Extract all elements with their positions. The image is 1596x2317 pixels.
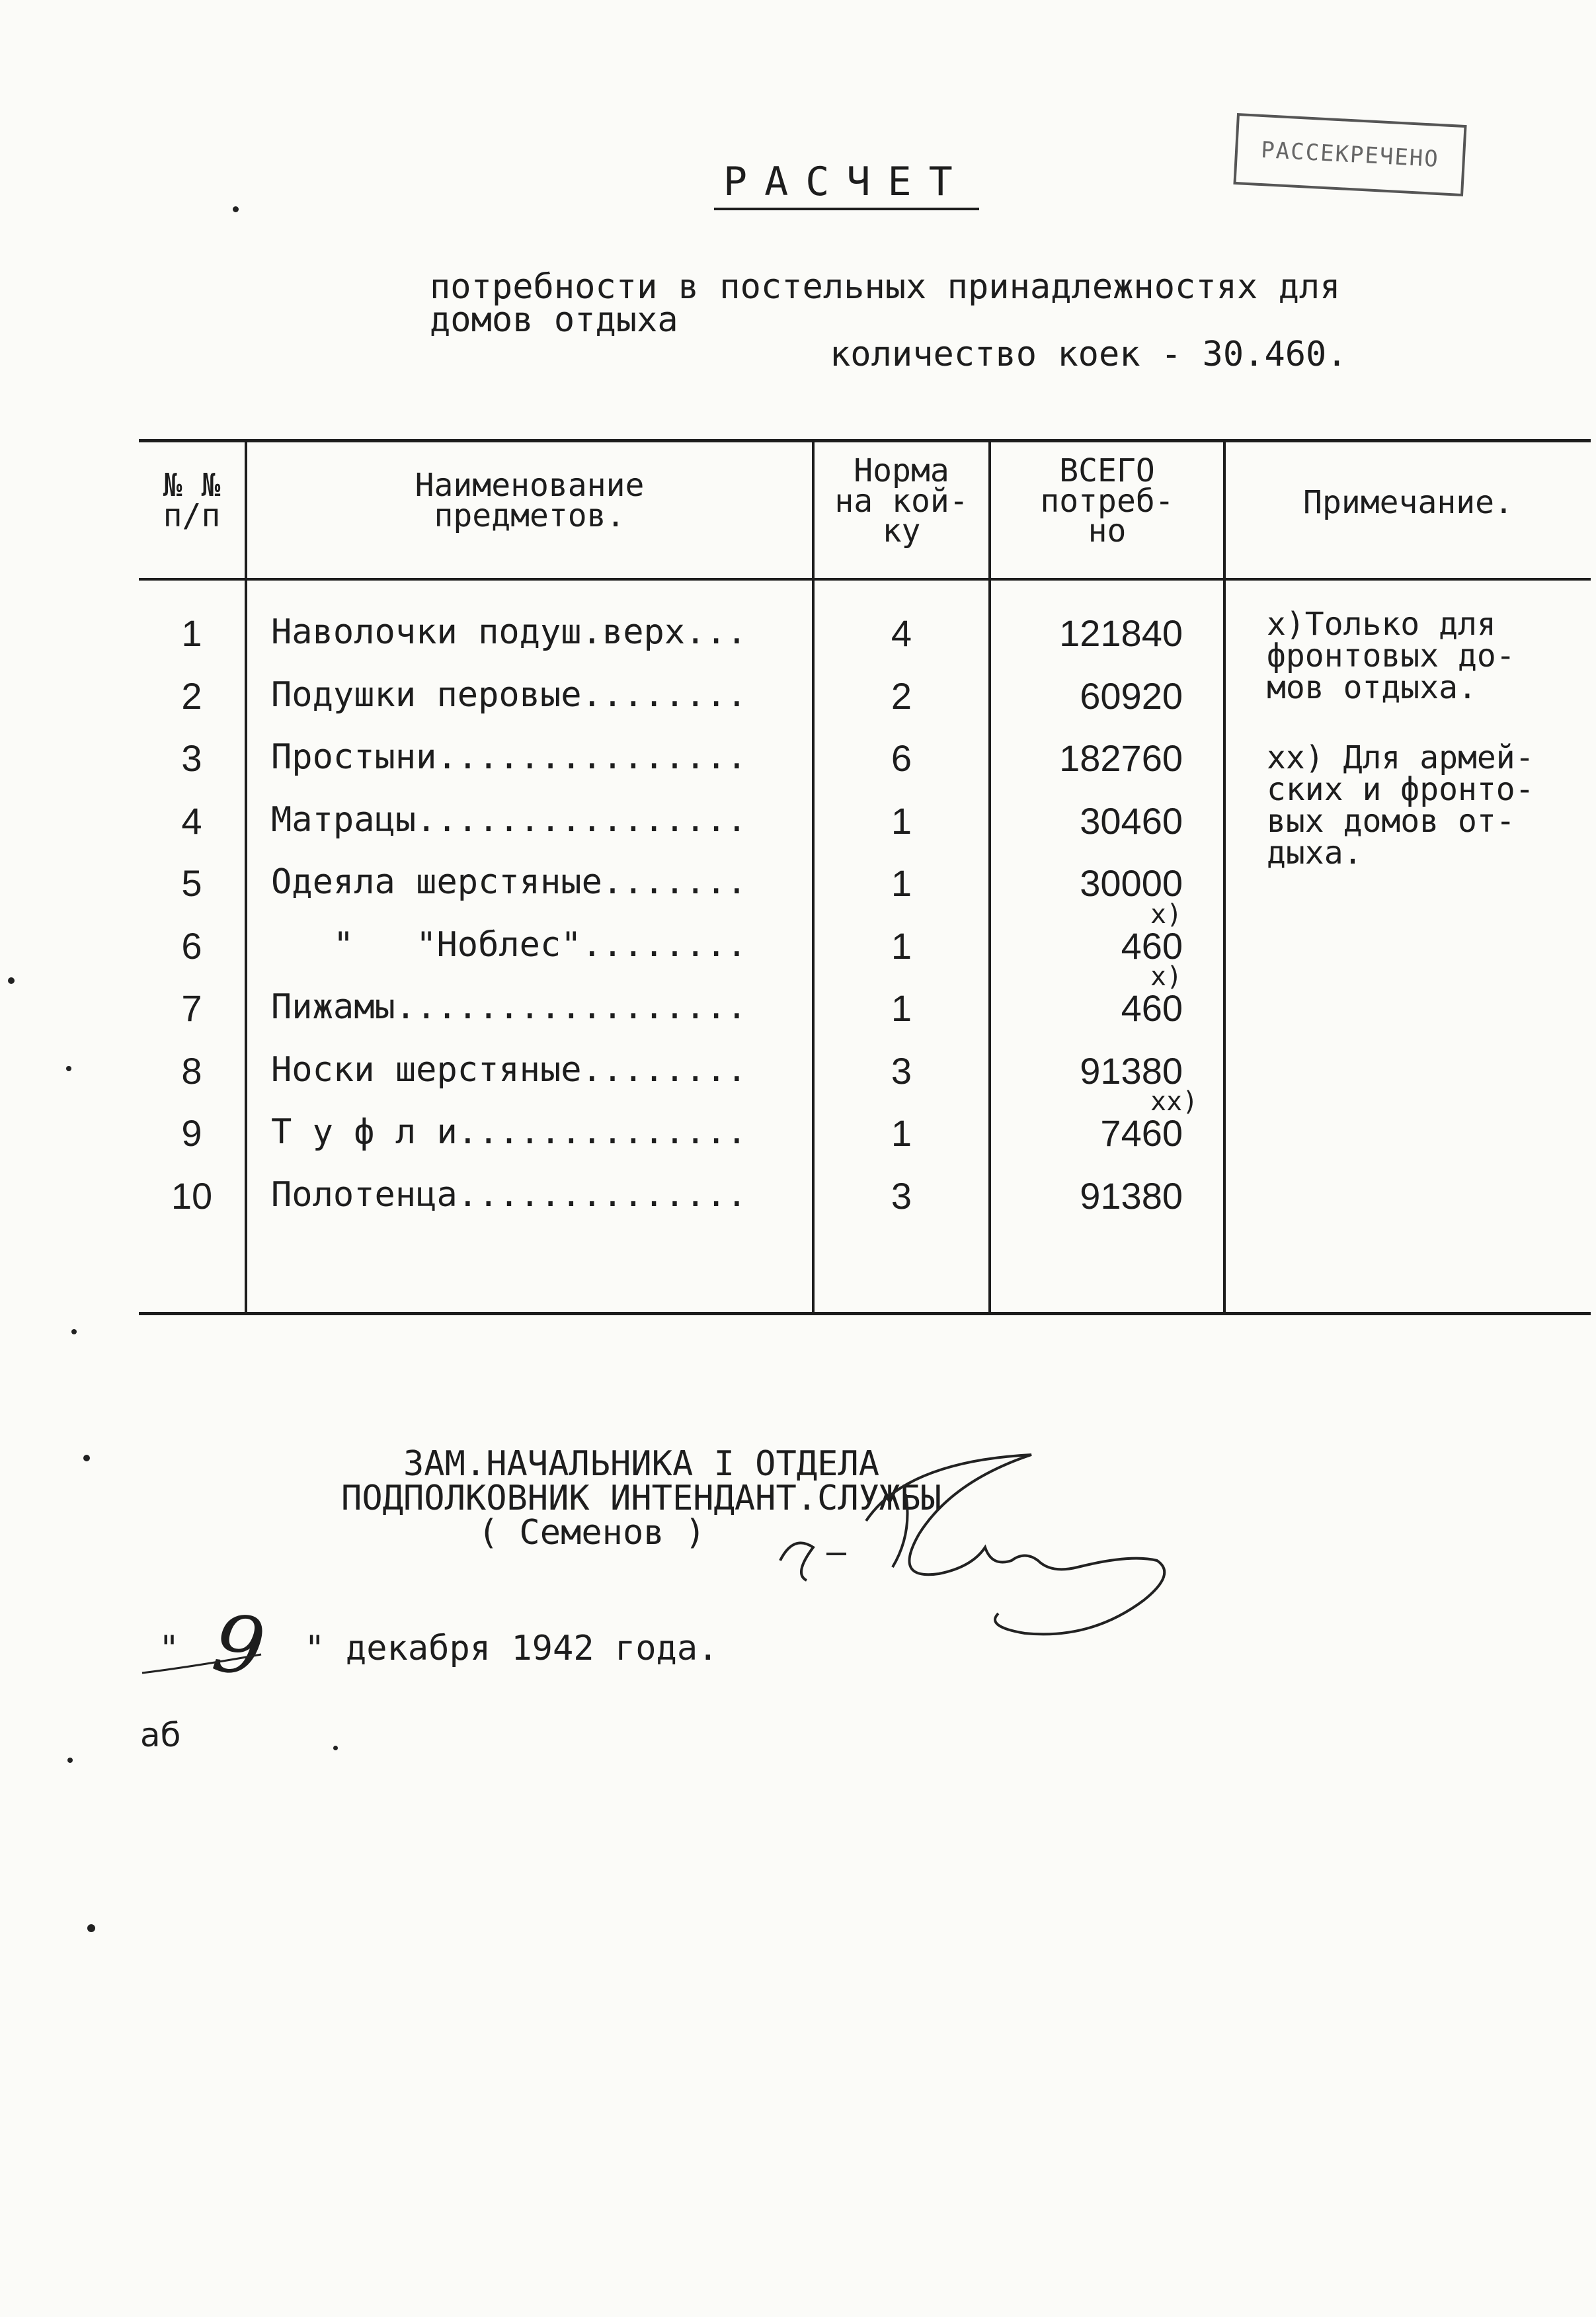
header-total-line-2: потреб-: [1040, 482, 1174, 520]
row-footnote-mark: хх): [1150, 1086, 1199, 1117]
row-number: 6: [181, 925, 202, 967]
speck: [233, 206, 239, 212]
typist-initials: аб: [140, 1716, 181, 1754]
speck: [87, 1924, 95, 1932]
row-total: 30000: [1080, 862, 1183, 904]
signature-line-1: ЗАМ.НАЧАЛЬНИКА I ОТДЕЛА: [403, 1444, 880, 1484]
row-norm: 1: [891, 925, 912, 967]
row-number: 9: [181, 1112, 202, 1154]
header-norm-line-2: на кой-: [834, 482, 969, 520]
row-norm: 6: [891, 737, 912, 779]
note-1-line-2: фронтовых до-: [1267, 637, 1515, 674]
note-2-line-4: дыха.: [1267, 834, 1363, 872]
date-open-quote: ": [159, 1629, 180, 1668]
row-item-name: Т у ф л и..............: [271, 1112, 748, 1152]
row-norm: 1: [891, 1112, 912, 1154]
table-bottom-rule: [139, 1312, 1591, 1315]
row-number: 1: [181, 612, 202, 654]
header-num-line-1: № №: [163, 467, 221, 504]
row-item-name: Наволочки подуш.верх...: [271, 612, 748, 652]
header-total: [991, 452, 1223, 550]
row-item-name: Простыни...............: [271, 737, 748, 777]
beds-count: количество коек - 30.460.: [830, 335, 1347, 374]
row-total: 121840: [1059, 612, 1183, 654]
header-norm-line-3: ку: [882, 512, 921, 550]
header-note: Примечание.: [1303, 484, 1513, 521]
row-norm: 1: [891, 800, 912, 842]
row-norm: 3: [891, 1175, 912, 1217]
speck: [8, 977, 15, 984]
row-norm: 2: [891, 675, 912, 717]
speck: [333, 1746, 338, 1750]
col-divider-1: [245, 439, 247, 1315]
header-name: [247, 467, 812, 534]
note-1-line-3: мов отдыха.: [1267, 669, 1477, 706]
row-total: 30460: [1080, 800, 1183, 842]
row-total: 91380: [1080, 1175, 1183, 1217]
table-header-rule: [139, 578, 1591, 581]
row-total: 460: [1121, 925, 1183, 967]
header-name-line-1: Наименование: [415, 467, 645, 504]
row-total: 7460: [1100, 1112, 1183, 1154]
signature-line-2: ПОДПОЛКОВНИК ИНТЕНДАНТ.СЛУЖБЫ: [341, 1479, 941, 1518]
header-name-line-2: предметов.: [434, 497, 625, 534]
date-underline-icon: [139, 1653, 271, 1680]
signature-line-3: ( Семенов ): [477, 1513, 706, 1553]
row-item-name: Носки шерстяные........: [271, 1050, 748, 1090]
stamp-text: РАССЕКРЕЧЕНО: [1260, 136, 1440, 173]
row-item-name: Одеяла шерстяные.......: [271, 862, 748, 902]
row-total: 460: [1121, 987, 1183, 1029]
header-num: [139, 467, 245, 534]
table-top-rule: [139, 439, 1591, 442]
col-divider-4: [1223, 439, 1226, 1315]
note-1: [1267, 608, 1515, 704]
row-item-name: Подушки перовые........: [271, 675, 748, 715]
row-norm: 1: [891, 862, 912, 904]
row-number: 3: [181, 737, 202, 779]
row-norm: 4: [891, 612, 912, 654]
note-2: [1267, 739, 1535, 872]
row-item-name: Матрацы................: [271, 800, 748, 840]
row-norm: 1: [891, 987, 912, 1029]
date-day: 9: [207, 1597, 270, 1695]
header-num-line-2: п/п: [163, 497, 221, 534]
date-rest: " декабря 1942 года.: [304, 1629, 719, 1668]
speck: [67, 1758, 73, 1763]
row-number: 7: [181, 987, 202, 1029]
row-total: 60920: [1080, 675, 1183, 717]
row-footnote-mark: х): [1150, 899, 1183, 930]
row-number: 2: [181, 675, 202, 717]
subtitle-line-1: потребности в постельных принадлежностях для: [430, 267, 1341, 307]
note-2-line-3: вых домов от-: [1267, 803, 1515, 840]
row-number: 10: [171, 1175, 213, 1217]
row-number: 4: [181, 800, 202, 842]
speck: [83, 1455, 90, 1461]
note-2-line-1: хх) Для армей-: [1267, 739, 1535, 776]
row-item-name: Полотенца..............: [271, 1175, 748, 1215]
speck: [71, 1329, 77, 1334]
declassified-stamp: [1233, 113, 1466, 196]
header-total-line-3: но: [1088, 512, 1127, 550]
row-item-name: " "Ноблес"........: [271, 925, 748, 965]
subtitle-line-2: домов отдыха: [430, 300, 678, 340]
row-total: 182760: [1059, 737, 1183, 779]
row-footnote-mark: х): [1150, 961, 1183, 992]
handwritten-signature-icon: [754, 1435, 1217, 1646]
row-norm: 3: [891, 1050, 912, 1092]
row-number: 5: [181, 862, 202, 904]
header-total-line-1: ВСЕГО: [1059, 452, 1155, 489]
header-norm-line-1: Норма: [854, 452, 949, 489]
speck: [66, 1066, 71, 1071]
header-norm: [815, 452, 988, 550]
note-2-line-2: ских и фронто-: [1267, 771, 1535, 808]
note-1-line-1: х)Только для: [1267, 606, 1496, 643]
document-title: РАСЧЕТ: [714, 159, 979, 210]
row-item-name: Пижамы.................: [271, 987, 748, 1027]
row-number: 8: [181, 1050, 202, 1092]
row-total: 91380: [1080, 1050, 1183, 1092]
